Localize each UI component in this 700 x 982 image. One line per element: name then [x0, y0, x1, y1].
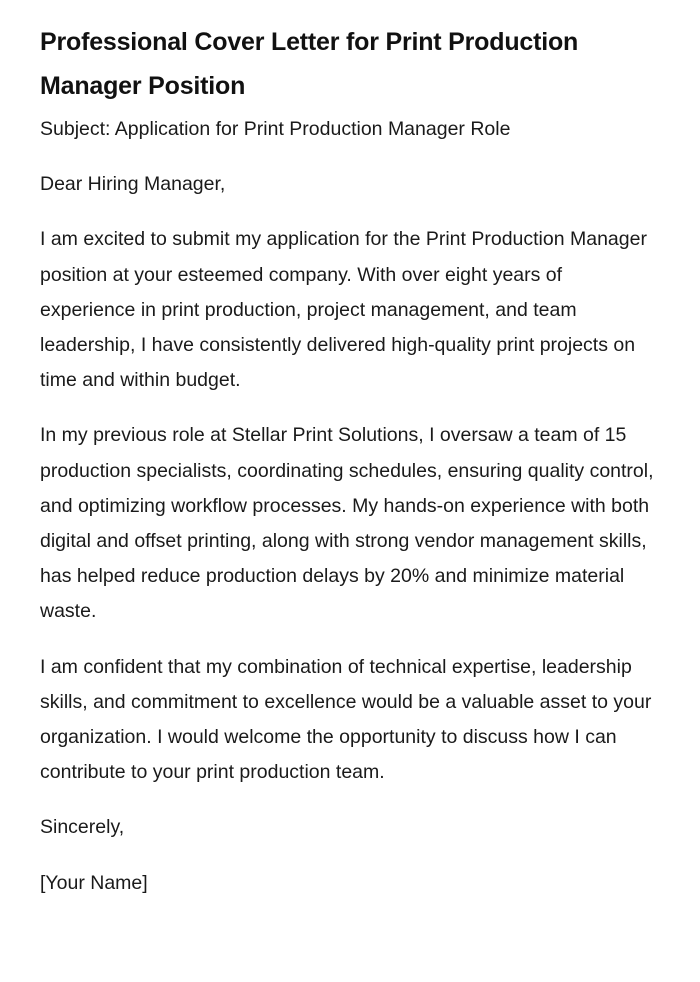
body-paragraph-2: In my previous role at Stellar Print Solutions, I oversaw a team of 15 production specialists, coordinating schedules, ensuring quality control, and optimizing workflow processes. My hands-on experience with both digital and offset printing, along with strong vendor management skills, has helped reduce production delays by 20% and minimize material waste. [40, 424, 654, 623]
body-paragraph-3: I am confident that my combination of technical expertise, leadership skills, and commitment to excellence would be a valuable asset to your organization. I would welcome the opportunity to discuss how I can contribute to your print production team. [40, 655, 652, 784]
subject-line: Subject: Application for Print Production Manager Role [40, 118, 511, 140]
closing: Sincerely, [40, 816, 125, 839]
body-paragraph-1: I am excited to submit my application for the Print Production Manager position at your esteemed company. With over eight years of experience in print production, project management, and team leadership, I have consistently delivered high-quality print projects on time and within budget. [40, 228, 647, 392]
signature-placeholder: [Your Name] [40, 871, 148, 894]
salutation: Dear Hiring Manager, [40, 173, 226, 196]
document-title: Professional Cover Letter for Print Production Manager Position [40, 28, 579, 100]
